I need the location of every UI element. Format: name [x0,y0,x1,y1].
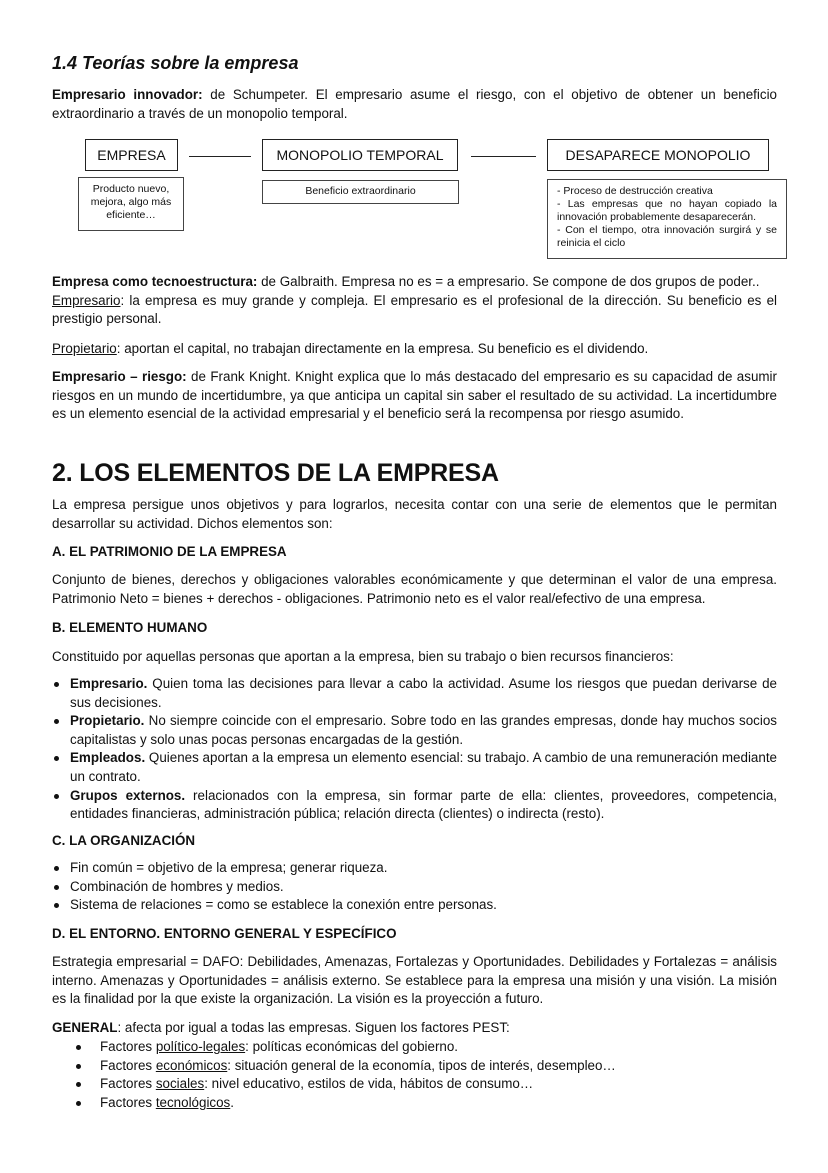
text-propietario: : aportan el capital, no trabajan directamente en la empresa. Su beneficio es el dividendo. [116,341,649,356]
text-riesgo: de Frank Knight. Knight explica que lo más destacado del empresario es su capacidad de asumir riesgos en un mundo de incertidumbre, ya que anticipa un capital sin saber el resultado de su actividad. La incertidumbre es un elemento esencial de la actividad empresarial y el beneficio será la recompensa por riesgo asumido. [52,369,777,422]
item-term: tecnológicos [155,1094,231,1110]
diagram-note-empresa: Producto nuevo, mejora, algo más eficiente… [78,177,184,231]
paragraph-intro: La empresa persigue unos objetivos y para lograrlos, necesita contar con una serie de elementos que le permitan desarrollar su actividad. Dichos elementos son: [52,497,777,531]
item-term: económicos [155,1057,228,1073]
diagram-box-empresa: EMPRESA [85,139,178,171]
term-tecnoestructura: Empresa como tecnoestructura: [52,274,258,289]
diagram-box-monopolio: MONOPOLIO TEMPORAL [262,139,458,171]
subsection-title-c: C. LA ORGANIZACIÓN [52,833,196,848]
item-term: Empresario. [70,676,148,691]
list-item [52,1038,777,1057]
term-propietario: Propietario [52,341,117,356]
paragraph-tecnoestructura [52,273,777,329]
list-elemento-humano [52,675,777,824]
text-tecnoestructura: de Galbraith. Empresa no es = a empresario. Se compone de dos grupos de poder.. [257,274,760,289]
term-riesgo: Empresario – riesgo: [52,369,187,384]
paragraph-riesgo [52,368,777,424]
item-term: político-legales [155,1039,246,1054]
diagram-note-line: - Con el tiempo, otra innovación surgirá y se reinicia el ciclo [557,224,777,249]
paragraph-innovador [52,86,777,123]
item-term: Empleados. [70,750,146,766]
section-title-1-4: 1.4 Teorías sobre la empresa [52,53,299,73]
diagram-note-line: - Las empresas que no hayan copiado la innovación probablemente desaparecerán. [557,198,777,223]
item-term: Propietario. [70,713,145,729]
diagram-note-line: - Proceso de destrucción creativa [557,185,713,197]
item-prefix: Factores [100,1039,156,1054]
list-item [52,1094,777,1113]
item-text: : nivel educativo, estilos de vida, hábitos de consumo… [204,1076,534,1092]
list-item [52,712,777,749]
text-general: : afecta por igual a todas las empresas. Siguen los factores PEST: [117,1020,510,1035]
list-pest [52,1038,777,1112]
paragraph-elemento-humano: Constituido por aquellas personas que aportan a la empresa, bien su trabajo o bien recursos financieros: [52,649,674,664]
item-text: Quienes aportan a la empresa un elemento esencial: su trabajo. A cambio de una remuneración mediante un contrato. [70,750,777,784]
item-prefix: Factores [100,1057,156,1073]
list-item [52,749,777,786]
list-organizacion [52,859,777,915]
item-text: No siempre coincide con el empresario. Sobre todo en las grandes empresas, donde hay muchos socios capitalistas y solo unas pocas personas encargadas de la gestión. [70,713,777,747]
list-item [52,1075,777,1094]
list-item [52,787,777,824]
subsection-title-a: A. EL PATRIMONIO DE LA EMPRESA [52,544,287,559]
item-text: Quien toma las decisiones para llevar a cabo la actividad. Asume los riesgos que puedan derivarse de sus decisiones. [70,676,777,710]
list-item: Combinación de hombres y medios. [52,878,777,897]
diagram-note-desaparece [547,179,787,259]
item-term: Grupos externos. [70,787,186,803]
item-prefix: Factores [100,1076,156,1092]
paragraph-general [52,1019,777,1038]
list-item: Sistema de relaciones = como se establece la conexión entre personas. [52,896,777,915]
list-item [52,675,777,712]
item-text: . [230,1094,234,1110]
diagram-note-monopolio: Beneficio extraordinario [262,180,459,204]
paragraph-entorno: Estrategia empresarial = DAFO: Debilidades, Amenazas, Fortalezas y Oportunidades. Debilidades y Fortalezas = análisis interno. Amenazas y Oportunidades = análisis externo. Se establece para la empresa una misión y una visión. La misión es la finalidad por la que existe la organización. La visión es la proyección a futuro. [52,954,777,1007]
subsection-title-b: B. ELEMENTO HUMANO [52,620,208,635]
list-item [52,1057,777,1076]
list-item: Fin común = objetivo de la empresa; generar riqueza. [52,859,777,878]
subsection-title-d: D. EL ENTORNO. ENTORNO GENERAL Y ESPECÍFICO [52,926,397,941]
item-text: : situación general de la economía, tipos de interés, desempleo… [227,1057,616,1073]
term-empresario: Empresario [52,292,121,308]
section-title-2: 2. LOS ELEMENTOS DE LA EMPRESA [52,459,499,487]
item-term: sociales [155,1076,205,1092]
paragraph-patrimonio: Conjunto de bienes, derechos y obligaciones valorables económicamente y que determinan el valor de una empresa. Patrimonio Neto = bienes + derechos - obligaciones. Patrimonio neto es el valor real/efectivo de una empresa. [52,572,777,606]
item-text: relacionados con la empresa, sin formar parte de ella: clientes, proveedores, competencia, entidades financieras, administración pública; relación directa (clientes) o indirecta (resto). [70,787,777,822]
diagram-box-desaparece: DESAPARECE MONOPOLIO [547,139,769,171]
diagram-connector [471,156,536,157]
item-text: : políticas económicas del gobierno. [245,1039,459,1054]
item-prefix: Factores [100,1094,156,1110]
paragraph-propietario [52,340,777,359]
term-general: GENERAL [52,1020,118,1035]
text-innovador: de Schumpeter. El empresario asume el riesgo, con el objetivo de obtener un beneficio extraordinario a través de un monopolio temporal. [52,87,777,121]
term-innovador: Empresario innovador: [52,87,203,102]
text-empresario: : la empresa es muy grande y compleja. El empresario es el profesional de la dirección. Su beneficio es el prestigio personal. [52,292,777,327]
diagram-connector [189,156,251,157]
